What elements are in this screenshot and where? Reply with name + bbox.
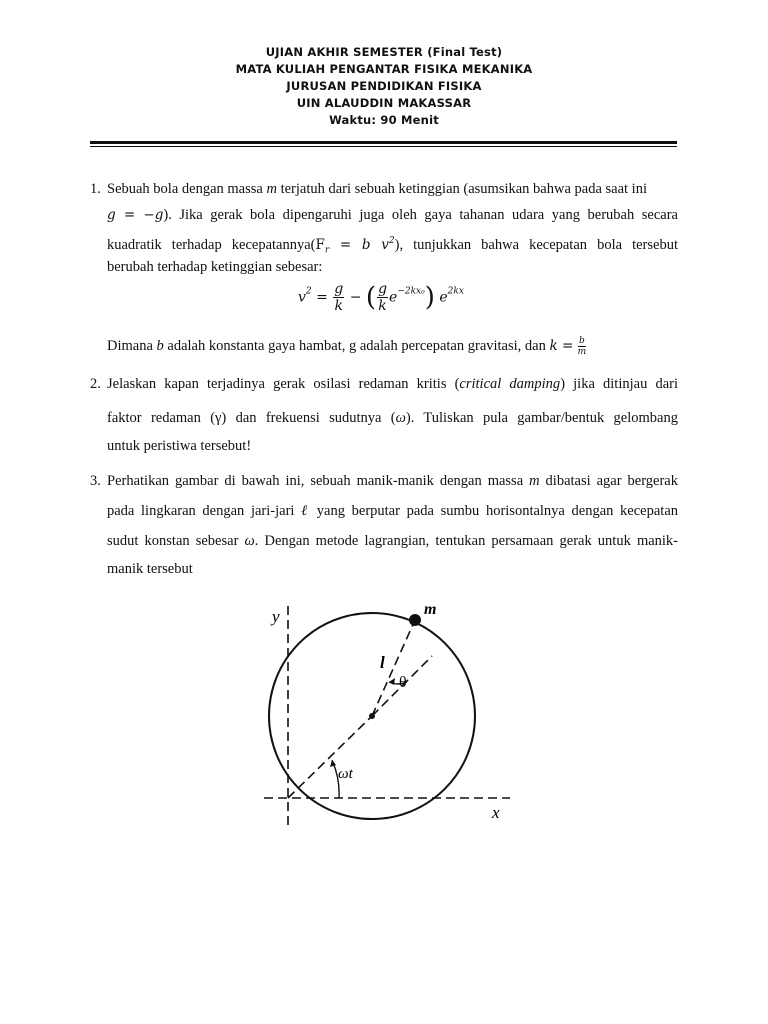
bead	[409, 614, 421, 626]
label-theta: θ	[399, 674, 407, 691]
label-omega-t: ωt	[338, 766, 353, 782]
label-m: m	[424, 601, 437, 618]
omega-t-line	[288, 716, 372, 798]
question-3-text	[107, 468, 678, 582]
q1-line-5: Dimana b adalah konstanta gaya hambat, g adalah percepatan gravitasi, dan k = $\frac{b}{m}$	[107, 336, 587, 358]
q3-line-2: pada lingkaran dengan jari-jari ℓ yang berputar pada sumbu horisontalnya dengan kecepatan	[107, 503, 678, 519]
header-university: UIN ALAUDDIN MAKASSAR	[296, 96, 472, 110]
label-l: l	[380, 653, 385, 672]
velocity-formula: $v^2$ = $\frac{g}{k}$ − ( $\frac{g}{k}$ $e^{-2kx_0}$) $e^{2kx}$	[298, 281, 464, 314]
hoop-center-point	[369, 713, 375, 719]
q1-line-2: g = −g). Jika gerak bola dipengaruhi juga oleh gaya tahanan udara yang berubah secara	[107, 207, 678, 223]
header-divider-thick	[90, 141, 677, 144]
label-x: x	[492, 803, 500, 822]
header-time: Waktu: 90 Menit	[329, 113, 439, 127]
q3-line-1: Perhatikan gambar di bawah ini, sebuah manik-manik dengan massa m dibatasi agar bergerak	[107, 473, 678, 489]
q2-line-2: faktor redaman (γ) dan frekuensi sudutnya (ω). Tuliskan pula gambar/bentuk gelombang	[107, 410, 678, 426]
q1-line-3: kuadratik terhadap $kecepatannya(F_r = b$ $v^2$), tunjukkan bahwa kecepatan bola tersebut	[107, 236, 678, 256]
q1-line-4: berubah terhadap ketinggian sebesar:	[107, 259, 323, 275]
q2-line-1: Jelaskan kapan terjadinya gerak osilasi redaman kritis (critical damping) jika ditinjau dari	[107, 376, 678, 392]
q1-line-1: Sebuah bola dengan massa m terjatuh dari sebuah ketinggian (asumsikan bahwa pada saat ini	[107, 181, 647, 197]
q3-line-3: sudut konstan sebesar ω. Dengan metode lagrangian, tentukan persamaan gerak untuk manik-	[107, 533, 679, 549]
theta-arrowhead	[389, 678, 395, 685]
question-1-number: 1.	[90, 181, 101, 197]
question-3-number: 3.	[90, 473, 101, 489]
bead-radius	[372, 620, 415, 716]
exam-header	[0, 44, 768, 129]
header-department: JURUSAN PENDIDIKAN FISIKA	[286, 79, 482, 93]
header-divider-thin	[90, 146, 677, 147]
header-title: UJIAN AKHIR SEMESTER (Final Test)	[265, 45, 503, 59]
label-y: y	[272, 607, 280, 626]
rotating-hoop-diagram	[240, 590, 530, 830]
question-2-number: 2.	[90, 376, 101, 392]
q2-line-3: untuk peristiwa tersebut!	[107, 438, 252, 454]
header-course: MATA KULIAH PENGANTAR FISIKA MEKANIKA	[235, 62, 533, 76]
q3-line-4: manik tersebut	[107, 561, 193, 577]
question-2-text	[107, 371, 678, 459]
question-1-text	[107, 176, 678, 280]
